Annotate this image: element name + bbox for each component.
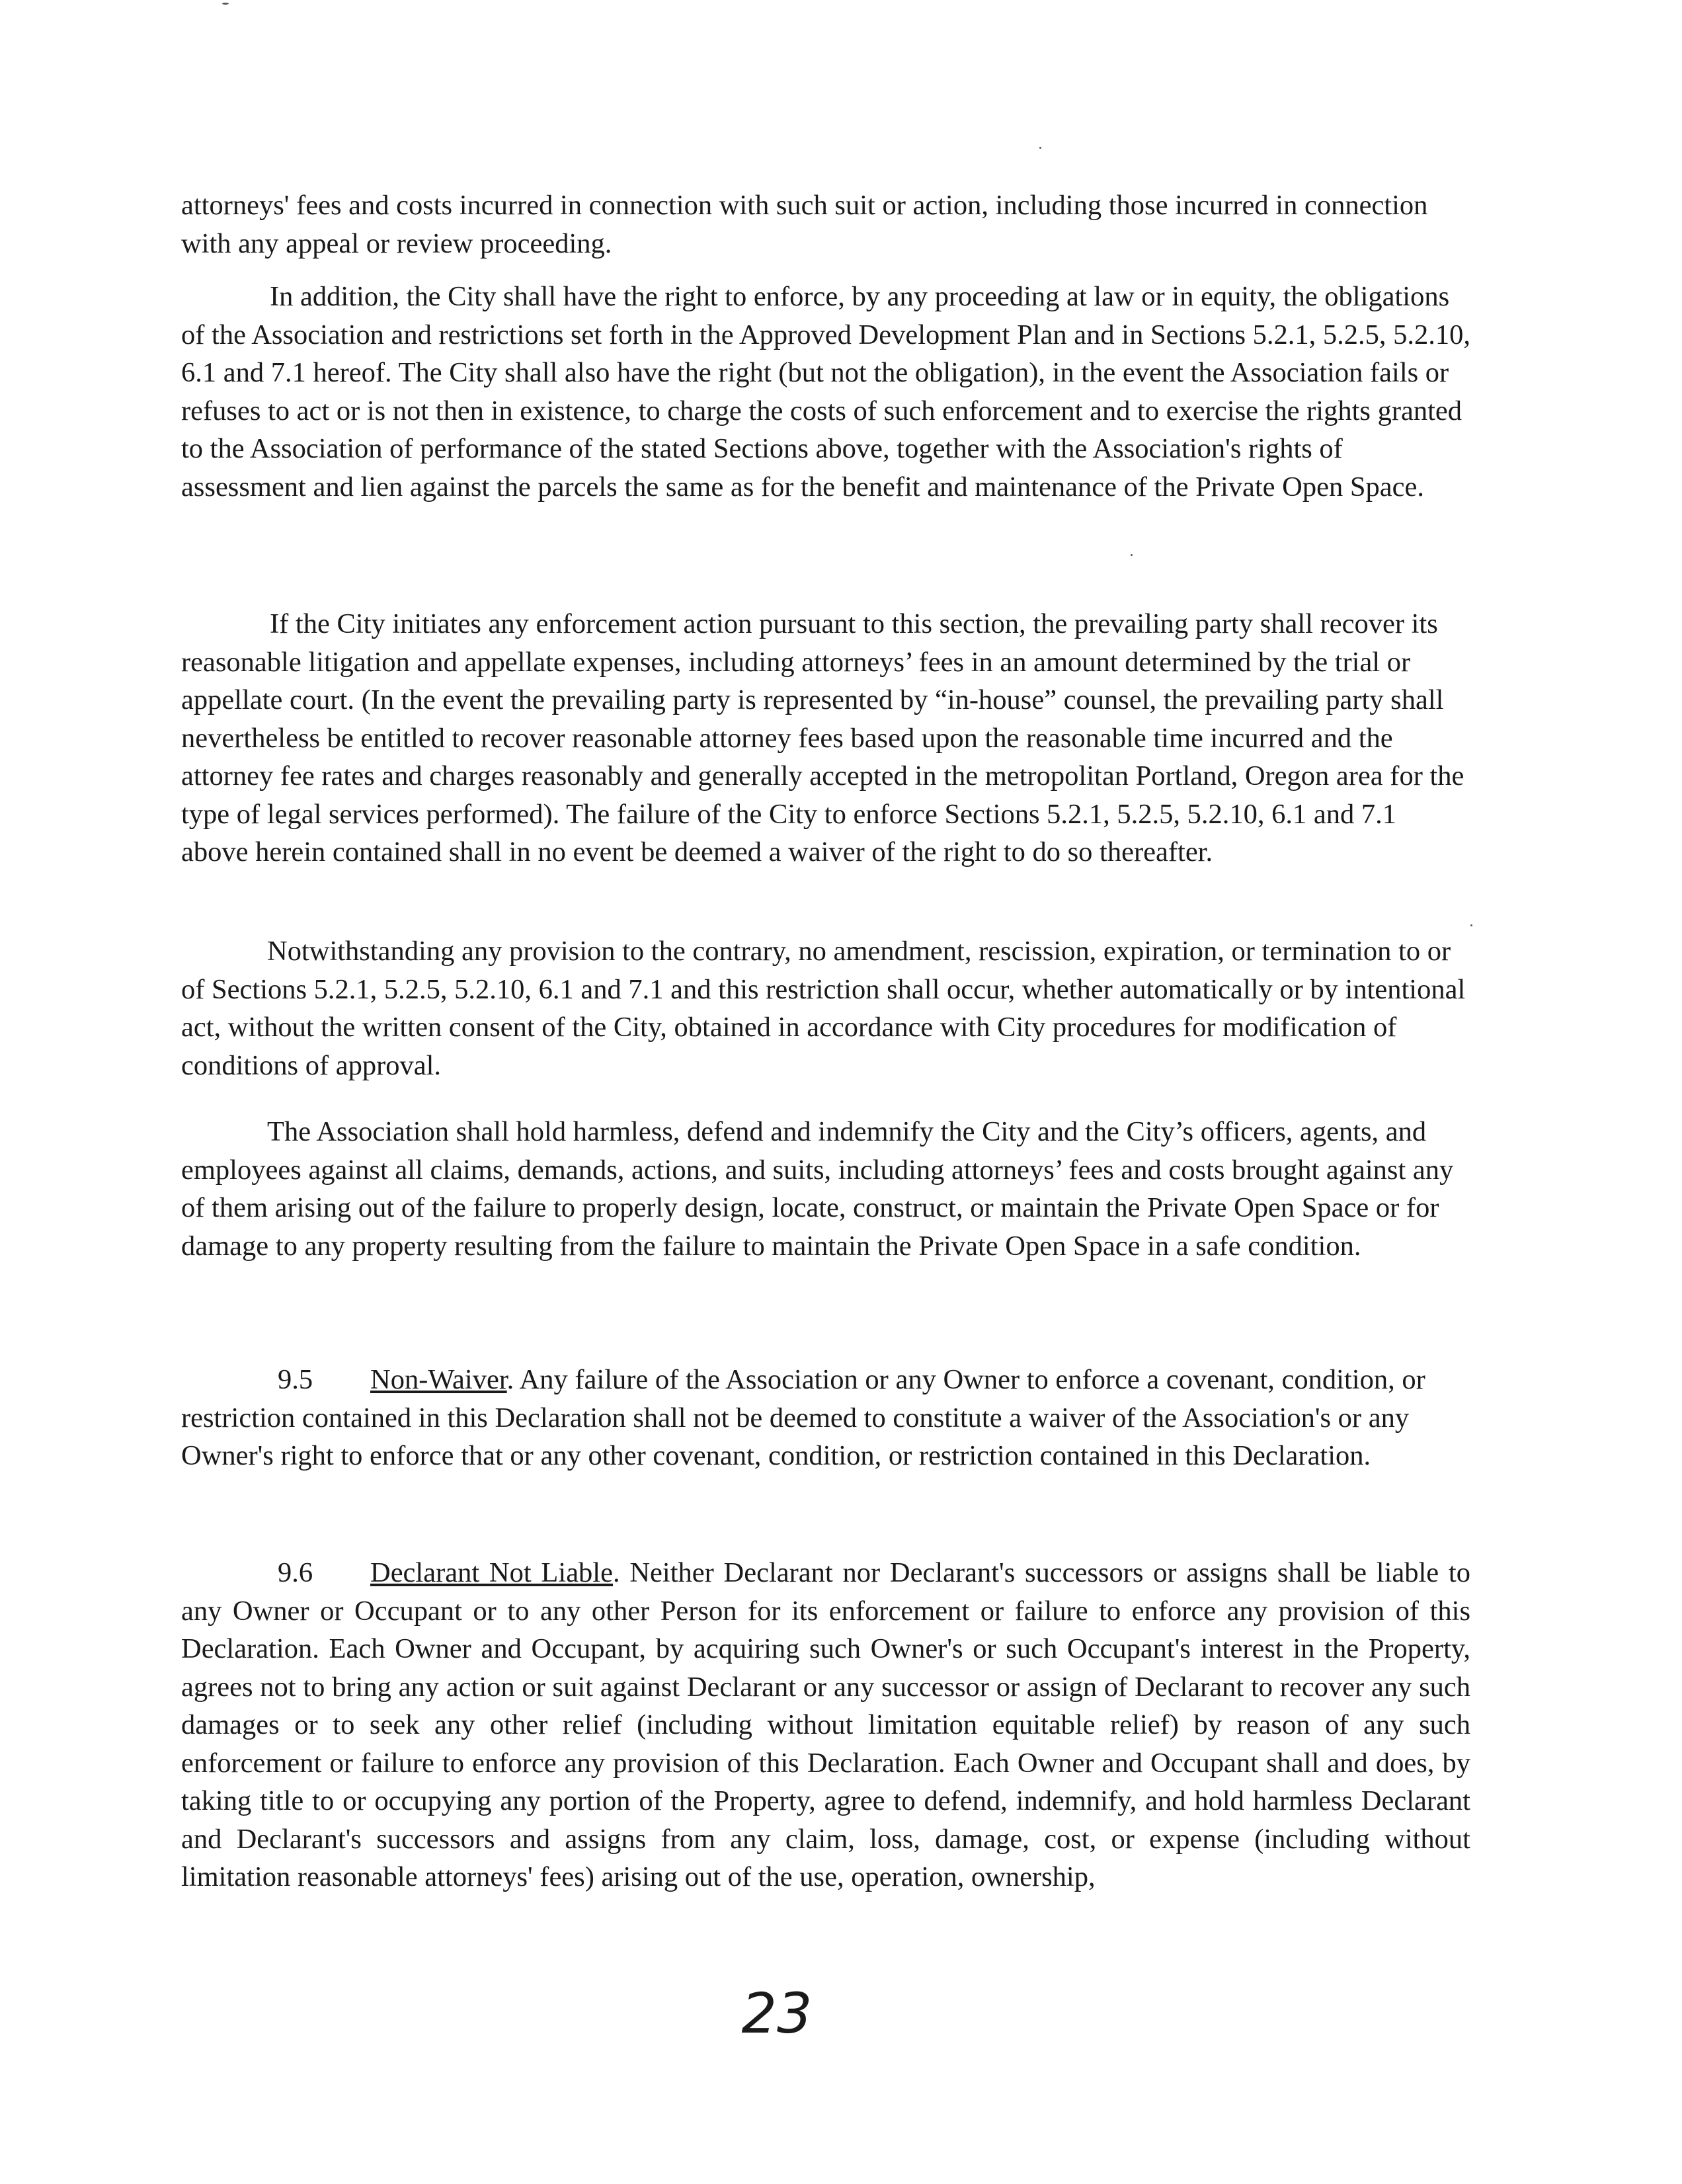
paragraph-hold-harmless: The Association shall hold harmless, defend and indemnify the City and the City’s officers, agents, and employees against all claims, demands, actions, and suits, including attorneys’ fees and costs brought against any of them arising out of the failure to properly design, locate, construct, or maintain the Private Open Space or for damage to any property resulting from the failure to maintain the Private Open Space in a safe condition. xyxy=(181,1116,1454,1262)
scan-artifact xyxy=(1039,147,1041,149)
section-title: Non-Waiver xyxy=(370,1364,507,1395)
section-body: . Any failure of the Association or any Owner to enforce a covenant, condition, or restriction contained in this Declaration shall not be deemed to constitute a waiver of the Association's or any Owner's right to enforce that or any other covenant, condition, or restriction contained in this Declaration. xyxy=(181,1364,1425,1471)
section-9-5-non-waiver xyxy=(181,1361,1470,1475)
paragraph-attorneys-fees-continuation: attorneys' fees and costs incurred in connection with such suit or action, including those incurred in connection with any appeal or review proceeding. xyxy=(181,190,1428,259)
section-number: 9.6 xyxy=(278,1557,313,1588)
paragraph-enforcement-action-expenses: If the City initiates any enforcement action pursuant to this section, the prevailing party shall recover its reasonable litigation and appellate expenses, including attorneys’ fees in an amount determined by the trial or appellate court. (In the event the prevailing party is represented by “in-house” counsel, the prevailing party shall nevertheless be entitled to recover reasonable attorney fees based upon the reasonable time incurred and the attorney fee rates and charges reasonably and generally accepted in the metropolitan Portland, Oregon area for the type of legal services performed). The failure of the City to enforce Sections 5.2.1, 5.2.5, 5.2.10, 6.1 and 7.1 above herein contained shall in no event be deemed a waiver of the right to do so thereafter. xyxy=(181,608,1464,868)
section-number: 9.5 xyxy=(278,1364,313,1395)
scan-artifact xyxy=(1470,924,1472,926)
paragraph-notwithstanding-provision: Notwithstanding any provision to the contrary, no amendment, rescission, expiration, or termination to or of Sections 5.2.1, 5.2.5, 5.2.10, 6.1 and 7.1 and this restriction shall occur, whether automatically or by intentional act, without the written consent of the City, obtained in accordance with City procedures for modification of conditions of approval. xyxy=(181,936,1466,1081)
section-body: . Neither Declarant nor Declarant's successors or assigns shall be liable to any Owner or Occupant or to any other Person for its enforcement or failure to enforce any provision of this Declaration. Each Owner and Occupant, by acquiring such Owner's or such Occupant's interest in the Property, agrees not to bring any action or suit against Declarant or any successor or assign of Declarant to recover any such damages or to seek any other relief (including without limitation equitable relief) by reason of any such enforcement or failure to enforce any provision of this Declaration. Each Owner and Occupant shall and does, by taking title to or occupying any portion of the Property, agree to defend, indemnify, and hold harmless Declarant and Declarant's successors and assigns from any claim, loss, damage, cost, or expense (including without limitation reasonable attorneys' fees) arising out of the use, operation, ownership, xyxy=(181,1557,1470,1892)
scan-artifact xyxy=(222,3,229,5)
scan-artifact xyxy=(1131,554,1133,556)
section-title: Declarant Not Liable xyxy=(370,1557,613,1588)
page-number: 23 xyxy=(741,1981,813,2046)
paragraph-city-enforcement-rights: In addition, the City shall have the right to enforce, by any proceeding at law or in equity, the obligations of the Association and restrictions set forth in the Approved Development Plan and in Sections 5.2.1, 5.2.5, 5.2.10, 6.1 and 7.1 hereof. The City shall also have the right (but not the obligation), in the event the Association fails or refuses to act or is not then in existence, to charge the costs of such enforcement and to exercise the rights granted to the Association of performance of the stated Sections above, together with the Association's rights of assessment and lien against the parcels the same as for the benefit and maintenance of the Private Open Space. xyxy=(181,281,1470,503)
section-9-6-declarant-not-liable xyxy=(181,1554,1470,1896)
